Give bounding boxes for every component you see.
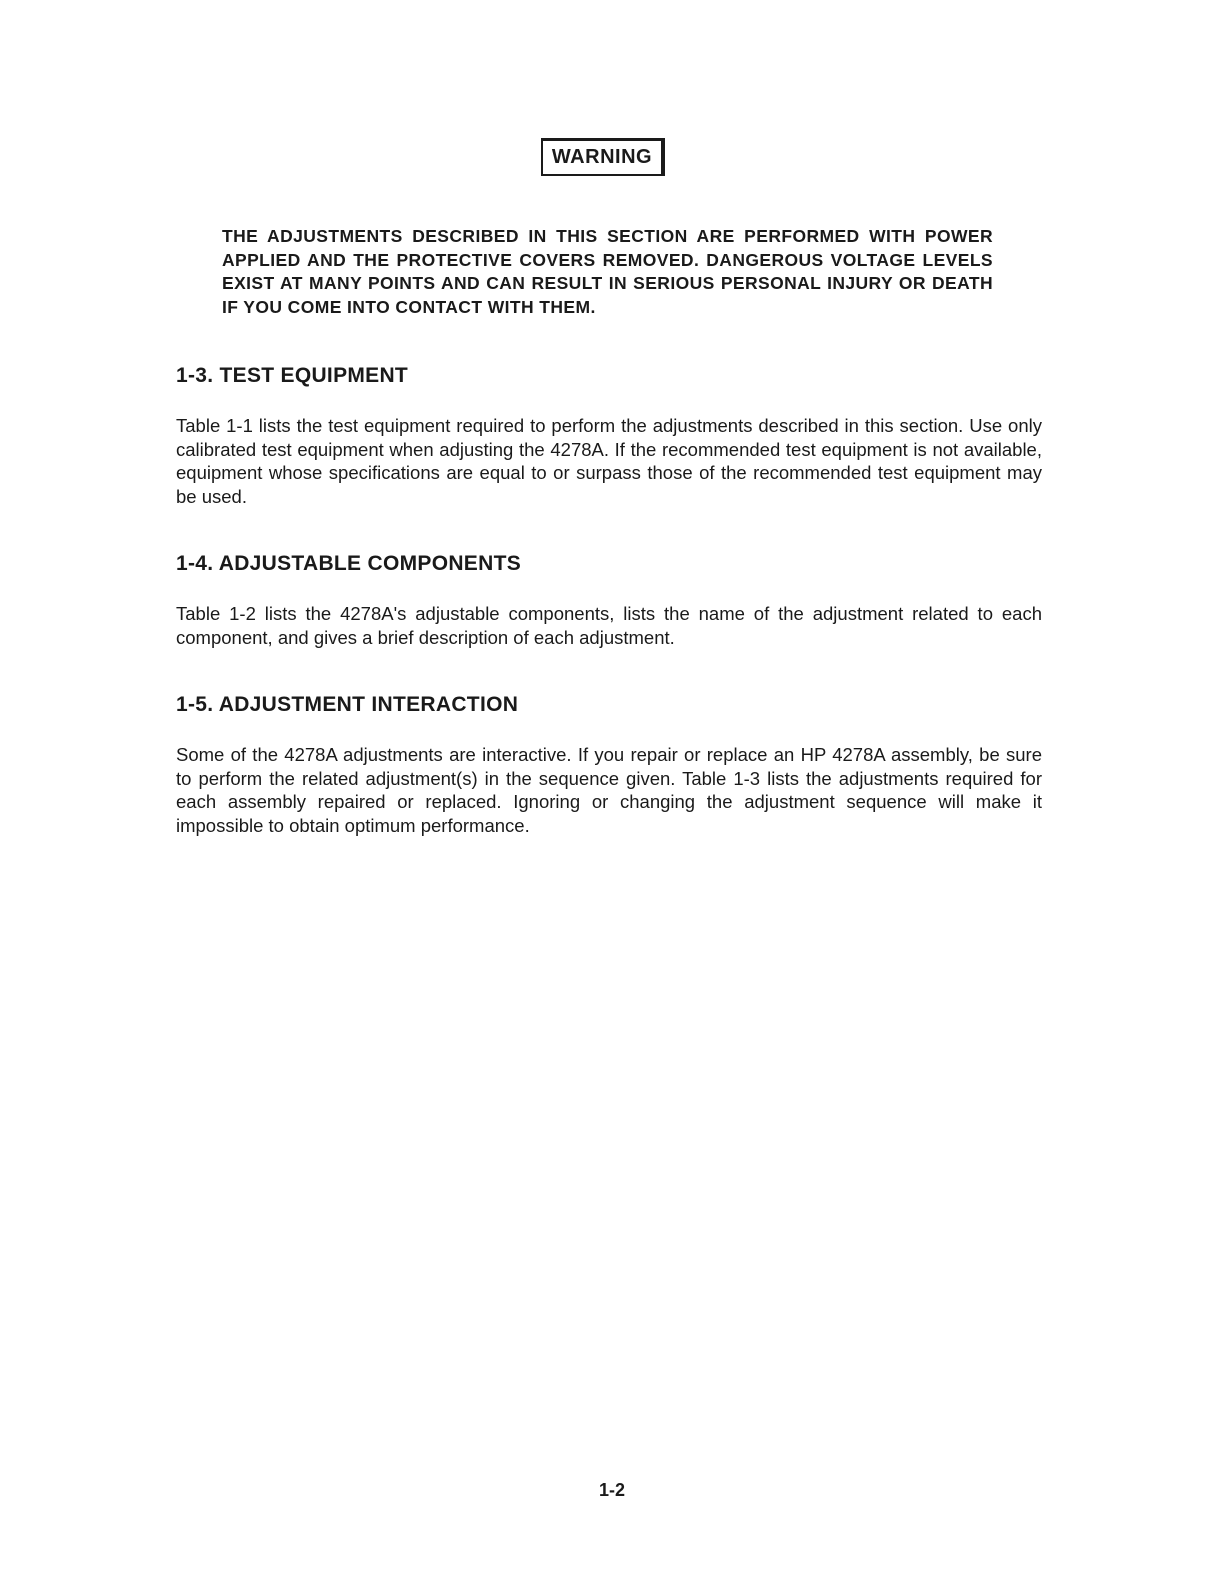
section-heading-test-equipment: 1-3. TEST EQUIPMENT (176, 364, 409, 387)
warning-text: THE ADJUSTMENTS DESCRIBED IN THIS SECTION ARE PERFORMED WITH POWER APPLIED AND THE PROTECTIVE COVERS REMOVED. DANGEROUS VOLTAGE LEVELS EXIST AT MANY POINTS AND CAN RESULT IN SERIOUS PERSONAL INJURY OR DEATH IF YOU COME INTO CONTACT WITH THEM. (222, 226, 993, 317)
page-number: 1-2 (598, 1480, 625, 1500)
section-heading-adjustable-components: 1-4. ADJUSTABLE COMPONENTS (176, 552, 521, 575)
section-body-adjustable-components: Table 1-2 lists the 4278A's adjustable components, lists the name of the adjustment related to each component, and gives a brief description of each adjustment. (176, 603, 1042, 648)
section-body-adjustment-interaction: Some of the 4278A adjustments are interactive. If you repair or replace an HP 4278A assembly, be sure to perform the related adjustment(s) in the sequence given. Table 1-3 lists the adjustments required for each assembly repaired or replaced. Ignoring or changing the adjustment sequence will make it impossible to obtain optimum performance. (176, 744, 1042, 836)
warning-label: WARNING (541, 138, 665, 176)
section-body-test-equipment: Table 1-1 lists the test equipment required to perform the adjustments described in this section. Use only calibrated test equipment when adjusting the 4278A. If the recommended test equipment is not available, equipment whose specifications are equal to or surpass those of the recommended test equipment may be used. (176, 415, 1042, 507)
section-heading-adjustment-interaction: 1-5. ADJUSTMENT INTERACTION (176, 693, 519, 716)
